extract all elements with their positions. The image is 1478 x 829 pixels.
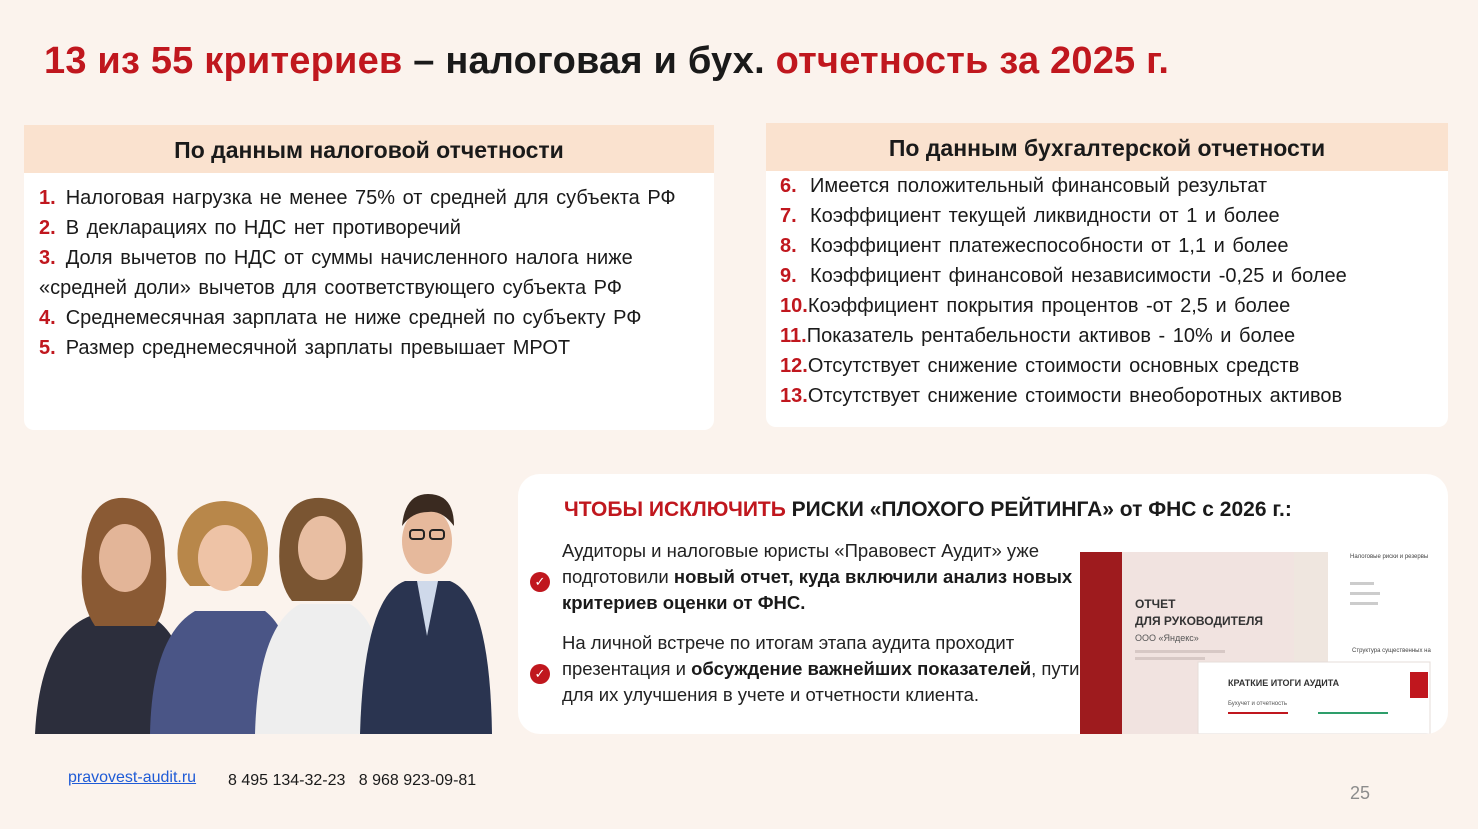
item-text: Отсутствует снижение стоимости основных средств (807, 355, 1300, 377)
cta-title (564, 498, 1292, 522)
cta-item-1-bold: новый отчет, куда включили анализ новых критериев оценки от ФНС. (562, 566, 1073, 613)
item-text: В декларациях по НДС нет противоречий (65, 217, 461, 239)
cta-item-2-bold: обсуждение важнейших показателей (691, 658, 1032, 679)
item-text: Налоговая нагрузка не менее 75% от средней для субъекта РФ (65, 187, 676, 209)
title-part-1: 13 из 55 критериев (44, 40, 403, 82)
item-number: 7. (780, 205, 797, 227)
item-number: 8. (780, 235, 797, 257)
list-item (39, 243, 694, 303)
accounting-panel-heading: По данным бухгалтерской отчетности (766, 123, 1448, 171)
cta-item-2 (562, 630, 1082, 708)
accounting-criteria-panel (766, 123, 1448, 427)
list-item (39, 333, 694, 363)
cta-item-2-text-end: , пути для их улучшения в учете и отчетности клиента. (562, 658, 1080, 705)
cta-item-2-text: На личной встрече по итогам этапа аудита проходит презентация и (562, 632, 1015, 679)
item-text: Среднемесячная зарплата не ниже средней по субъекту РФ (65, 307, 642, 329)
report-summary-title: КРАТКИЕ ИТОГИ АУДИТА (1228, 678, 1340, 688)
list-item (780, 201, 1438, 231)
person-4-figure (360, 494, 492, 734)
cta-title-dark: РИСКИ «ПЛОХОГО РЕЙТИНГА» от ФНС с 2026 г.: (785, 498, 1292, 521)
tax-panel-heading: По данным налоговой отчетности (24, 125, 714, 173)
list-item (39, 303, 694, 333)
phone-numbers: 8 495 134-32-23 8 968 923-09-81 (228, 772, 477, 789)
item-number: 10. (780, 295, 808, 317)
page-number: 25 (1350, 783, 1371, 803)
item-number: 13. (780, 385, 808, 407)
item-text: Коэффициент платежеспособности от 1,1 и более (810, 235, 1289, 257)
item-number: 1. (39, 187, 56, 209)
item-text: Отсутствует снижение стоимости внеоборотных активов (807, 385, 1343, 407)
item-number: 11. (780, 325, 807, 347)
accounting-criteria-list (766, 171, 1448, 411)
item-number: 4. (39, 307, 56, 329)
item-text: Размер среднемесячной зарплаты превышает МРОТ (65, 337, 571, 359)
list-item (780, 261, 1438, 291)
cta-item-1-text: Аудиторы и налоговые юристы «Правовест Аудит» уже подготовили (562, 540, 1040, 587)
list-item (780, 231, 1438, 261)
item-text: Коэффициент финансовой независимости -0,25 и более (810, 265, 1347, 287)
list-item (780, 351, 1438, 381)
list-item (780, 291, 1438, 321)
list-item (780, 171, 1438, 201)
item-text: Показатель рентабельности активов - 10% и более (806, 325, 1296, 347)
report-side-item-1: Налоговые риски и резервы (1350, 554, 1429, 560)
item-number: 2. (39, 217, 56, 239)
team-photo (30, 486, 492, 734)
item-text: Доля вычетов по НДС от суммы начисленного налога ниже «средней доли» вычетов для соответствующего субъекта РФ (39, 247, 633, 299)
list-item (39, 183, 694, 213)
list-item (780, 321, 1438, 351)
cta-title-red: ЧТОБЫ ИСКЛЮЧИТЬ (564, 498, 786, 521)
item-text: Имеется положительный финансовый результат (810, 175, 1268, 197)
check-circle-icon: ✓ (530, 572, 550, 592)
report-cover-title-1: ОТЧЕТ (1135, 597, 1176, 611)
report-side-item-2: Структура существенных на (1352, 648, 1431, 654)
item-number: 9. (780, 265, 797, 287)
report-cover-company: ООО «Яндекс» (1135, 633, 1199, 643)
website-link[interactable]: pravovest-audit.ru (68, 769, 197, 786)
title-part-3: отчетность за 2025 г. (775, 40, 1170, 82)
item-text: Коэффициент покрытия процентов -от 2,5 и более (807, 295, 1291, 317)
item-number: 12. (780, 355, 808, 377)
list-item (780, 381, 1438, 411)
report-cover-band (1080, 552, 1122, 734)
report-preview-image (1080, 552, 1448, 734)
tax-criteria-panel (24, 125, 714, 430)
report-summary-sub: Бухучет и отчетность (1228, 701, 1287, 707)
title-part-2: – налоговая и бух. (402, 40, 776, 82)
cta-panel (518, 474, 1448, 734)
report-summary-card (1198, 662, 1430, 734)
item-number: 6. (780, 175, 797, 197)
tax-criteria-list (24, 173, 714, 363)
item-number: 3. (39, 247, 56, 269)
cta-item-1 (562, 538, 1082, 616)
report-cover-title-2: ДЛЯ РУКОВОДИТЕЛЯ (1135, 614, 1263, 628)
check-circle-icon: ✓ (530, 664, 550, 684)
item-number: 5. (39, 337, 56, 359)
slide-title (44, 40, 1169, 83)
list-item (39, 213, 694, 243)
item-text: Коэффициент текущей ликвидности от 1 и более (810, 205, 1280, 227)
